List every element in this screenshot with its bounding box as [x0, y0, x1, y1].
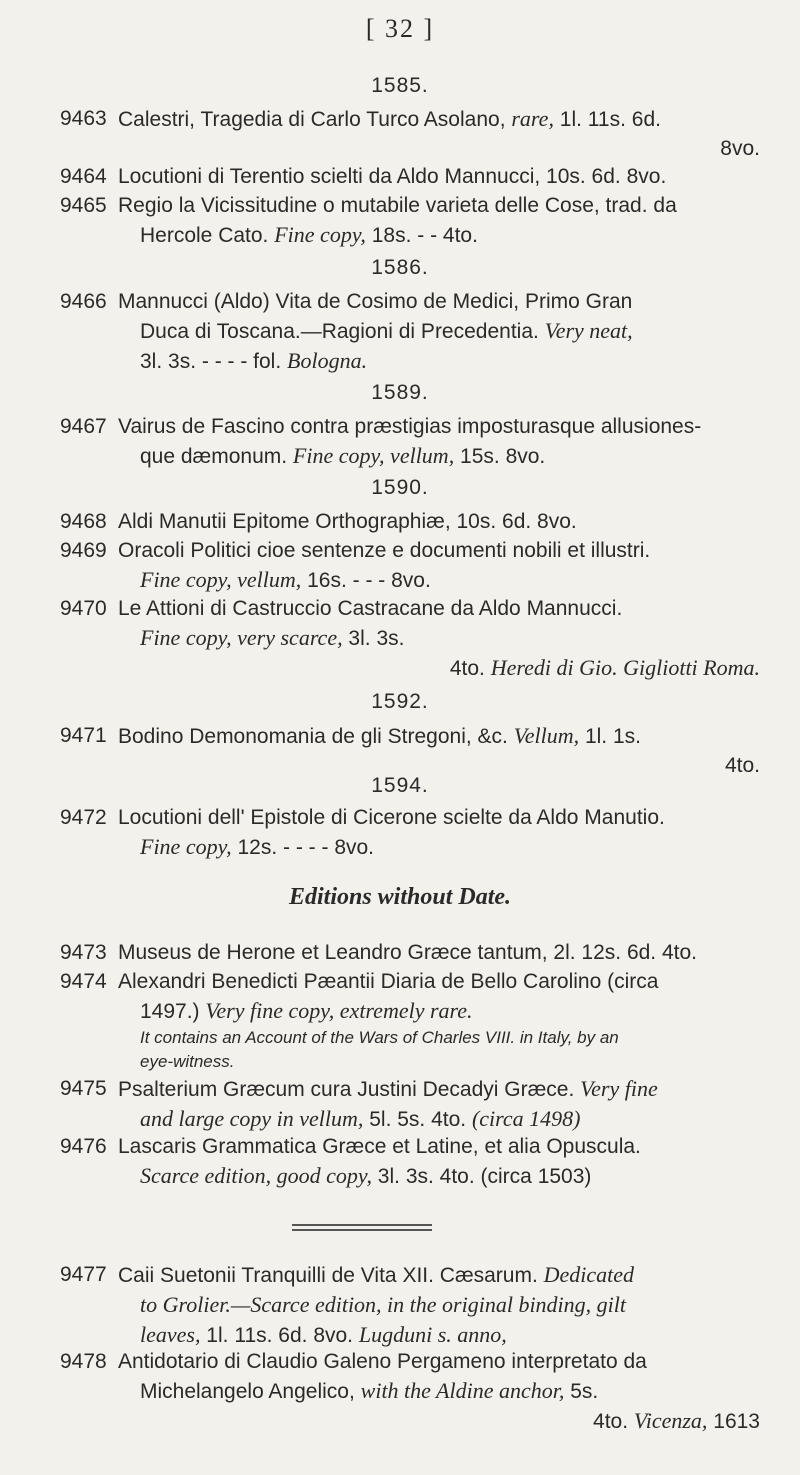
entry-price: 1l. 11s. 6d. [553, 108, 661, 131]
entry-price: 1l. 1s. [579, 725, 641, 748]
entry-italic: Very fine [580, 1076, 658, 1101]
year-heading: 1586. [371, 256, 429, 279]
entry-number: 9466 [60, 290, 107, 313]
divider-rule [292, 1229, 432, 1231]
entry-italic: and large copy in vellum, [140, 1106, 364, 1131]
entry-text: que dæmonum. [140, 445, 293, 468]
entry-price: 3l. 3s. 4to. (circa 1503) [371, 1165, 592, 1188]
entry-italic: Fine copy, very scarce, [140, 625, 343, 650]
entry-date: (circa 1498) [471, 1106, 581, 1131]
year-heading: 1592. [371, 690, 429, 713]
entry-number: 9464 [60, 165, 107, 188]
entry-place: Heredi di Gio. Gigliotti Roma. [490, 655, 760, 680]
year-heading: 1590. [371, 476, 429, 499]
entry-number: 9478 [60, 1350, 107, 1373]
page-number: [ 32 ] [365, 14, 435, 43]
entry-number: 9477 [60, 1263, 107, 1286]
entry-text: Bodino Demonomania de gli Stregoni, &c. [118, 725, 514, 748]
year-heading: 1589. [371, 381, 429, 404]
entry-price: 1l. 11s. 6d. 8vo. [200, 1324, 359, 1347]
entry-date: 1613 [707, 1410, 760, 1433]
entry-price: 5s. [564, 1380, 599, 1403]
entry-9468 [60, 507, 760, 536]
entry-text: Museus de Herone et Leandro Græce tantum, 2l. 12s. 6d. 4to. [118, 941, 697, 964]
entry-text: Lascaris Grammatica Græce et Latine, et alia Opuscula. [118, 1135, 641, 1158]
entry-text: Psalterium Græcum cura Justini Decadyi Græce. [118, 1078, 581, 1101]
entry-italic: with the Aldine anchor, [360, 1378, 565, 1403]
entry-number: 9473 [60, 941, 107, 964]
entry-number: 9471 [60, 724, 107, 747]
entry-italic: Vellum, [513, 723, 580, 748]
entry-format: 4to. [593, 1410, 634, 1433]
entry-number: 9470 [60, 597, 107, 620]
entry-price: 3l. 3s. [342, 627, 405, 650]
entry-price: 15s. 8vo. [454, 445, 546, 468]
entry-number: 9474 [60, 970, 107, 993]
entry-9473 [60, 938, 760, 967]
entry-number: 9472 [60, 806, 107, 829]
entry-text: Hercole Cato. [140, 224, 275, 247]
entry-italic: Dedicated [543, 1262, 635, 1287]
entry-9475 [60, 1074, 760, 1134]
entry-text: Michelangelo Angelico, [140, 1380, 361, 1403]
entry-number: 9463 [60, 107, 107, 130]
entry-price: 5l. 5s. 4to. [363, 1108, 472, 1131]
entry-9477 [60, 1260, 760, 1350]
entry-number: 9468 [60, 510, 107, 533]
entry-9471 [60, 721, 760, 780]
entry-number: 9467 [60, 415, 107, 438]
entry-number: 9475 [60, 1077, 107, 1100]
entry-9464 [60, 162, 760, 191]
entry-9469 [60, 536, 760, 595]
entry-text: Alexandri Benedicti Pæantii Diaria de Bello Carolino (circa [118, 970, 659, 993]
entry-text: Le Attioni di Castruccio Castracane da Aldo Mannucci. [118, 597, 623, 620]
entry-text: Calestri, Tragedia di Carlo Turco Asolano, [118, 108, 512, 131]
entry-9466 [60, 287, 760, 376]
entry-italic: to Grolier.—Scarce edition, in the original binding, gilt [140, 1292, 627, 1317]
entry-italic: Fine copy, [274, 222, 366, 247]
entry-price: 16s. - - - 8vo. [301, 569, 431, 592]
entry-text: 1497.) [140, 1000, 206, 1023]
entry-italic: rare, [511, 106, 554, 131]
year-heading: 1585. [371, 74, 429, 97]
entry-text: Duca di Toscana.—Ragioni di Precedentia. [140, 320, 545, 343]
entry-note: eye-witness. [140, 1052, 235, 1071]
entry-format: 4to. [449, 657, 491, 680]
entry-text: Mannucci (Aldo) Vita de Cosimo de Medici, Primo Gran [118, 290, 633, 313]
divider-rule [292, 1224, 432, 1226]
entry-place: Vicenza, [633, 1408, 708, 1433]
entry-italic: leaves, [140, 1322, 201, 1347]
entry-place: Bologna. [287, 348, 368, 373]
entry-italic: Fine copy, vellum, [140, 567, 302, 592]
entry-text: Locutioni dell' Epistole di Cicerone scielte da Aldo Manutio. [118, 806, 665, 829]
entry-italic: Fine copy, vellum, [292, 443, 455, 468]
entry-9472 [60, 803, 760, 862]
entry-format: 8vo. [720, 137, 760, 160]
entry-text: Antidotario di Claudio Galeno Pergameno interpretato da [118, 1350, 647, 1373]
entry-9465 [60, 191, 760, 250]
entry-number: 9469 [60, 539, 107, 562]
entry-italic: Fine copy, [140, 834, 232, 859]
entry-text: Vairus de Fascino contra præstigias imposturasque allusiones- [118, 415, 702, 438]
entry-price: 3l. 3s. - - - - fol. [140, 350, 288, 373]
entry-9467 [60, 412, 760, 471]
entry-price: 12s. - - - - 8vo. [231, 836, 375, 859]
entry-text: Oracoli Politici cioe sentenze e documenti nobili et illustri. [118, 539, 651, 562]
entry-number: 9476 [60, 1135, 107, 1158]
entry-9463 [60, 104, 760, 163]
entry-number: 9465 [60, 194, 107, 217]
entry-text: Aldi Manutii Epitome Orthographiæ, 10s. 6d. 8vo. [118, 510, 577, 533]
section-heading: Editions without Date. [288, 884, 512, 910]
entry-note: It contains an Account of the Wars of Charles VIII. in Italy, by an [140, 1028, 619, 1047]
entry-9476 [60, 1132, 760, 1191]
entry-place: Lugduni s. anno, [358, 1322, 507, 1347]
entry-italic: Scarce edition, good copy, [140, 1163, 372, 1188]
entry-text: Regio la Vicissitudine o mutabile varieta delle Cose, trad. da [118, 194, 677, 217]
entry-format: 4to. [724, 754, 760, 777]
entry-italic: Very fine copy, extremely rare. [205, 998, 473, 1023]
entry-price: 18s. - - 4to. [365, 224, 478, 247]
entry-9470 [60, 594, 760, 683]
year-heading: 1594. [371, 774, 429, 797]
entry-italic: Very neat, [544, 318, 633, 343]
entry-text: Caii Suetonii Tranquilli de Vita XII. Cæsarum. [118, 1264, 544, 1287]
entry-9478 [60, 1347, 760, 1436]
entry-text: Locutioni di Terentio scielti da Aldo Mannucci, 10s. 6d. 8vo. [118, 165, 667, 188]
entry-9474 [60, 967, 760, 1074]
